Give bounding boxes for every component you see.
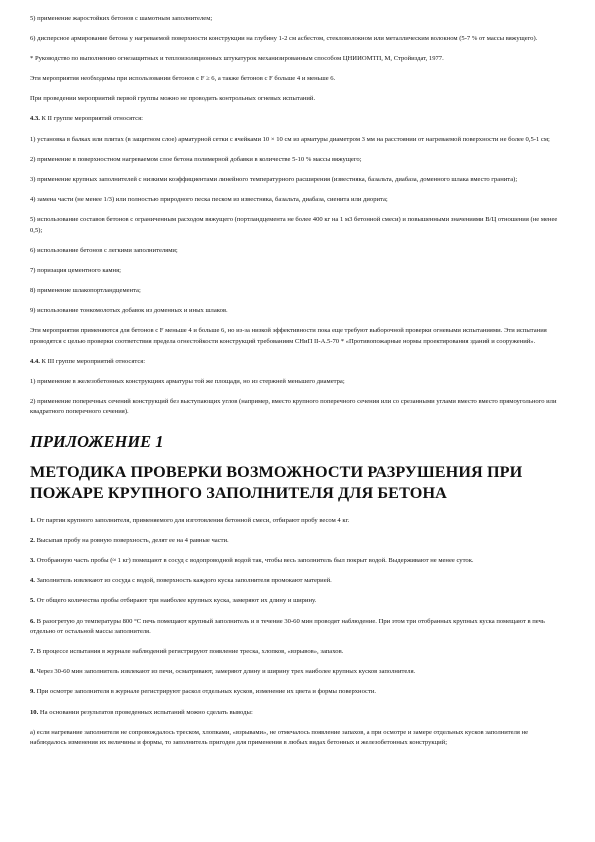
title-line-1: МЕТОДИКА ПРОВЕРКИ ВОЗМОЖНОСТИ РАЗРУШЕНИЯ ПРИ [30,463,523,482]
step-number: 4. [30,577,35,585]
section-4-3-heading [30,114,561,125]
step-number: 2. [30,537,35,545]
step-number: 9. [30,688,35,696]
group3-item-1: 1) применение в железобетонных конструкциях арматуры той же площади, но из стержней меньшего диаметра; [30,377,345,385]
step-text: В разогретую до температуры 800 °С печь помещают крупный заполнитель и в течение 30-60 мин проводят наблюдение. При этом три отобранных крупных куска помещают в печь отдельно от остальной массы заполнителя. [30,617,545,636]
step-text: Заполнитель извлекают из сосуда с водой, поверхность каждого куска заполнителя промокают материей. [34,577,332,585]
step-text: От общего количества пробы отбирают три наиболее крупных куска, замеряют их длину и ширину. [34,597,317,605]
group2-item-3: 3) применение крупных заполнителей с низкими коэффициентами линейного температурного расширения (известняка, базальта, диабаза, доменного шлака вместо гранита); [30,175,518,183]
section-number: 4.4. [30,357,40,365]
footnote: * Руководство по выполнению огнезащитных и теплоизоляционных штукатурок механизированным способом ЦНИИОМТП, М, Стройиздат, 1977. [30,55,444,63]
step-3 [30,556,561,567]
group2-item-5: 5) использование составов бетонов с ограниченным расходом вяжущего (портландцемента не более 400 кг на 1 м3 бетонной смеси) и повышенными значениями В/Ц отношения (не менее 0,5); [30,215,558,234]
step-8 [30,667,561,678]
paragraph-necessary: Эти мероприятия необходимы при использовании бетонов с F ≥ 6, а также бетонов с F больше 4 и меньше 6. [30,75,336,83]
group2-item-4: 4) замена части (не менее 1/3) или полностью природного песка песком из известняка, базальта, диабаза, сиенита или диорита; [30,195,388,203]
step-5 [30,596,561,607]
section-text: К II группе мероприятий относятся: [39,115,143,123]
group2-item-6: 6) использование бетонов с легкими заполнителями; [30,246,178,254]
group3-item-2: 2) применение поперечных сечений конструкций без выступающих углов (например, вместо крупного поперечного сечения или со срезанными углами вместо вместо прямоугольного или квадратного поперечного сечения). [30,397,557,416]
title-line-2: ПОЖАРЕ КРУПНОГО ЗАПОЛНИТЕЛЯ ДЛЯ БЕТОНА [30,484,447,503]
step-number: 8. [30,668,35,676]
step-number: 10. [30,708,39,716]
step-number: 5. [30,597,35,605]
section-number: 4.3. [30,115,40,123]
section-4-4-heading [30,357,561,368]
step-2 [30,536,561,547]
step-text: На основании результатов проведенных испытаний можно сделать выводы: [38,708,253,716]
step-10 [30,708,561,719]
appendix-title [30,462,561,504]
section-text: К III группе мероприятий относятся: [39,357,146,365]
step-1 [30,516,561,527]
step-number: 7. [30,648,35,656]
step-6 [30,617,561,638]
group2-item-7: 7) поризация цементного камня; [30,266,121,274]
step-number: 3. [30,557,35,565]
step-text: Высыпав пробу на ровную поверхность, делят ее на 4 равные части. [34,537,229,545]
step-number: 1. [30,517,35,525]
paragraph-first-group: При проведении мероприятий первой группы можно не проводить контрольных огневых испытаний. [30,95,316,103]
step-4 [30,576,561,587]
step-number: 6. [30,617,35,625]
step-7 [30,647,561,658]
step-text: Через 30-60 мин заполнитель извлекают из печи, осматривают, замеряют длину и ширину трех наиболее крупных кусков заполнителя. [34,668,416,676]
group2-item-9: 9) использование тонкомолотых добавок из доменных и иных шлаков. [30,306,228,314]
step-text: В процессе испытания в журнале наблюдений регистрируют появление треска, хлопков, «взрывов», запахов. [34,648,344,656]
step-text: От партии крупного заполнителя, применяемого для изготовления бетонной смеси, отбирают пробу весом 4 кг. [34,517,350,525]
appendix-label: ПРИЛОЖЕНИЕ 1 [30,432,164,452]
group2-item-2: 2) применение в поверхностном нагреваемом слое бетона полимерной добавки в количестве 5-10 % массы вяжущего; [30,155,362,163]
paragraph-item-6: 6) дисперсное армирование бетона у нагреваемой поверхности конструкции на глубину 1-2 см асбестом, стекловолокном или металлическим волокном (5-7 % от массы вяжущего). [30,35,538,43]
paragraph-item-5: 5) применение жаростойких бетонов с шамотным заполнителем; [30,15,213,22]
step-text: При осмотре заполнителя в журнале регистрируют раскол отдельных кусков, изменение их цвета и формы поверхности. [34,688,377,696]
step-9 [30,687,561,698]
group2-item-8: 8) применение шлакопортландцемента; [30,286,141,294]
group2-item-1: 1) установка в балках или плитах (в защитном слое) арматурной сетки с ячейками 10 × 10 см из арматуры диаметром 3 мм на расстоянии от нагреваемой поверхности не более 0,5-1 см; [30,135,550,143]
paragraph-applied: Эти мероприятия применяются для бетонов с F меньше 4 и больше 6, но из-за низкой эффективности пока еще требуют выборочной проверки огневыми испытаниями. Эти испытания проводятся с целью проверки соответствия предела огнестойкости конструкций требованиям СНиП II-A.5-70 * «Противопожарные нормы проектирования зданий и сооружений». [30,327,547,345]
conclusion-a: а) если нагревание заполнителя не сопровождалось треском, хлопками, «взрывами», не отмечалось появление запахов, а при осмотре и замере отдельных кусков заполнителя не наблюдалось изменения их величины и формы, то заполнитель пригоден для применения в любых видах бетонных и железобетонных конструкций; [30,728,529,747]
step-text: Отобранную часть пробы (≈ 1 кг) помещают в сосуд с водопроводной водой так, чтобы весь заполнитель был покрыт водой. Выдерживают не менее суток. [34,557,474,565]
